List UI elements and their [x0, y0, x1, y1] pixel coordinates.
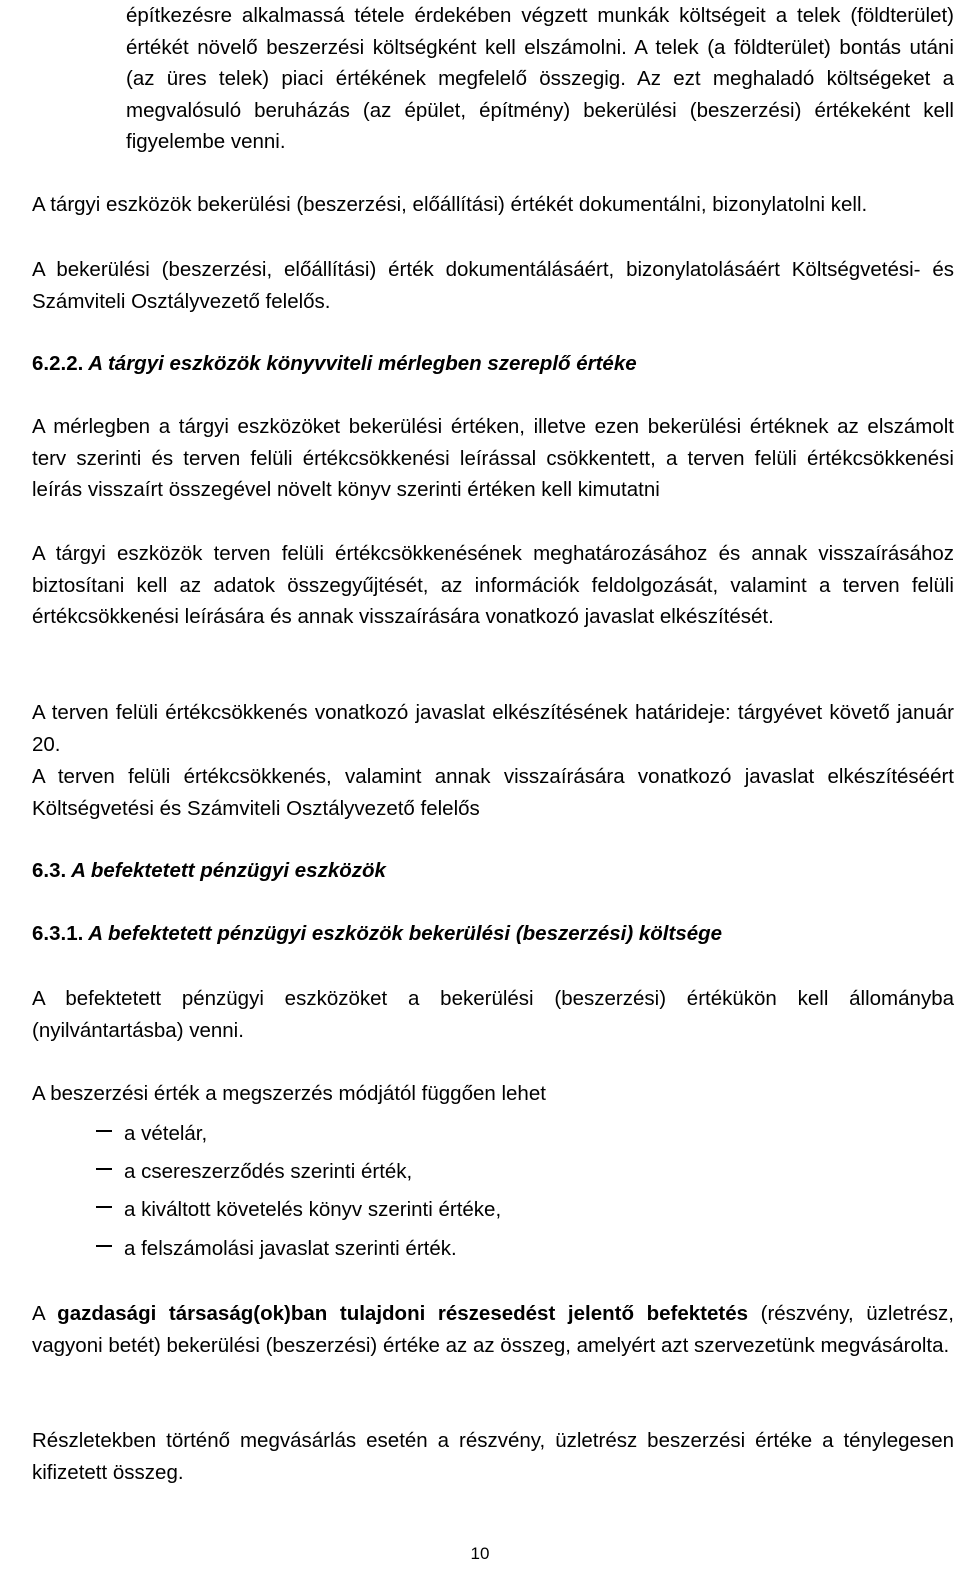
heading-number: 6.2.2. [32, 352, 84, 375]
paragraph-hatarido: A terven felüli értékcsökkenés vonatkozó javaslat elkészítésének határideje: tárgyévet követő január 20. [32, 701, 954, 756]
heading-6-3-1 [32, 918, 722, 950]
heading-title: A tárgyi eszközök könyvviteli mérlegben szereplő értéke [88, 352, 637, 375]
paragraph-beszerzesi-ertek: A beszerzési érték a megszerzés módjától függően lehet [32, 1082, 546, 1105]
heading-number: 6.3. [32, 859, 67, 882]
heading-number: 6.3.1. [32, 922, 84, 945]
list-item-text: a csereszerződés szerinti érték, [124, 1160, 413, 1183]
text-fragment: A [32, 1302, 45, 1325]
heading-6-3 [32, 855, 386, 887]
paragraph-dokumentalas: A tárgyi eszközök bekerülési (beszerzési, előállítási) értékét dokumentálni, bizonylatolni kell. [32, 193, 868, 216]
paragraph-telek-koltsegek: építkezésre alkalmassá tétele érdekében végzett munkák költségeit a telek (földterület) értékét növelő beszerzési költségként kell elszámolni. A telek (a földterület) bontás utáni (az üres telek) piaci értékének megfelelő összegig. Az ezt meghaladó költségeket a megvalósuló beruházás (az épület, építmény) bekerülési (beszerzési) értékeként kell figyelembe venni. [126, 4, 954, 153]
dash-bullet-icon [96, 1245, 112, 1247]
page-number: 10 [470, 1544, 490, 1563]
paragraph-terven-feluli: A tárgyi eszközök terven felüli értékcsökkenésének meghatározásához és annak visszaírásához biztosítani kell az adatok összegyűjtését, az információk feldolgozását, valamint a terven felüli értékcsökkenési leírására és annak visszaírására vonatkozó javaslat elkészítését. [32, 542, 954, 628]
paragraph-felelos-1: A bekerülési (beszerzési, előállítási) érték dokumentálásáért, bizonylatolásáért Költségvetési- és Számviteli Osztályvezető felelős. [32, 258, 954, 313]
list-item-text: a kiváltott követelés könyv szerinti értéke, [124, 1198, 502, 1221]
paragraph-merleg: A mérlegben a tárgyi eszközöket bekerülési értéken, illetve ezen bekerülési értéknek az elszámolt terv szerinti és terven felüli értékcsökkenési leírással csökkentett, a terven felüli értékcsökkenési leírás visszaírt összegével növelt könyv szerinti értéken kell kimutatni [32, 415, 954, 501]
heading-6-2-2 [32, 348, 637, 380]
dash-bullet-icon [96, 1168, 112, 1170]
paragraph-reszletekben: Részletekben történő megvásárlás esetén a részvény, üzletrész beszerzési értéke a ténylegesen kifizetett összeg. [32, 1429, 954, 1484]
paragraph-felelos-2: A terven felüli értékcsökkenés, valamint annak visszaírására vonatkozó javaslat elkészítéséért Költségvetési és Számviteli Osztályvezető felelős [32, 765, 954, 820]
list-item [96, 1233, 796, 1265]
list-item [96, 1118, 796, 1150]
heading-title: A befektetett pénzügyi eszközök [71, 859, 386, 882]
paragraph-reszesedes [32, 1298, 954, 1361]
heading-title: A befektetett pénzügyi eszközök bekerülési (beszerzési) költsége [88, 922, 723, 945]
paragraph-befektetett: A befektetett pénzügyi eszközöket a bekerülési (beszerzési) értékükön kell állományba (nyilvántartásba) venni. [32, 987, 954, 1042]
list-item [96, 1194, 796, 1226]
list-item-text: a felszámolási javaslat szerinti érték. [124, 1237, 457, 1260]
list-item-text: a vételár, [124, 1122, 208, 1145]
text-fragment: (részvény, üzletrész, vagyoni betét) bekerülési (beszerzési) értéke az az összeg, amelyért azt szervezetünk megvásárolta. [32, 1302, 954, 1357]
list-item [96, 1156, 796, 1188]
dash-bullet-icon [96, 1130, 112, 1132]
bold-text: gazdasági társaság(ok)ban tulajdoni részesedést jelentő befektetés [57, 1302, 748, 1325]
dash-bullet-icon [96, 1206, 112, 1208]
